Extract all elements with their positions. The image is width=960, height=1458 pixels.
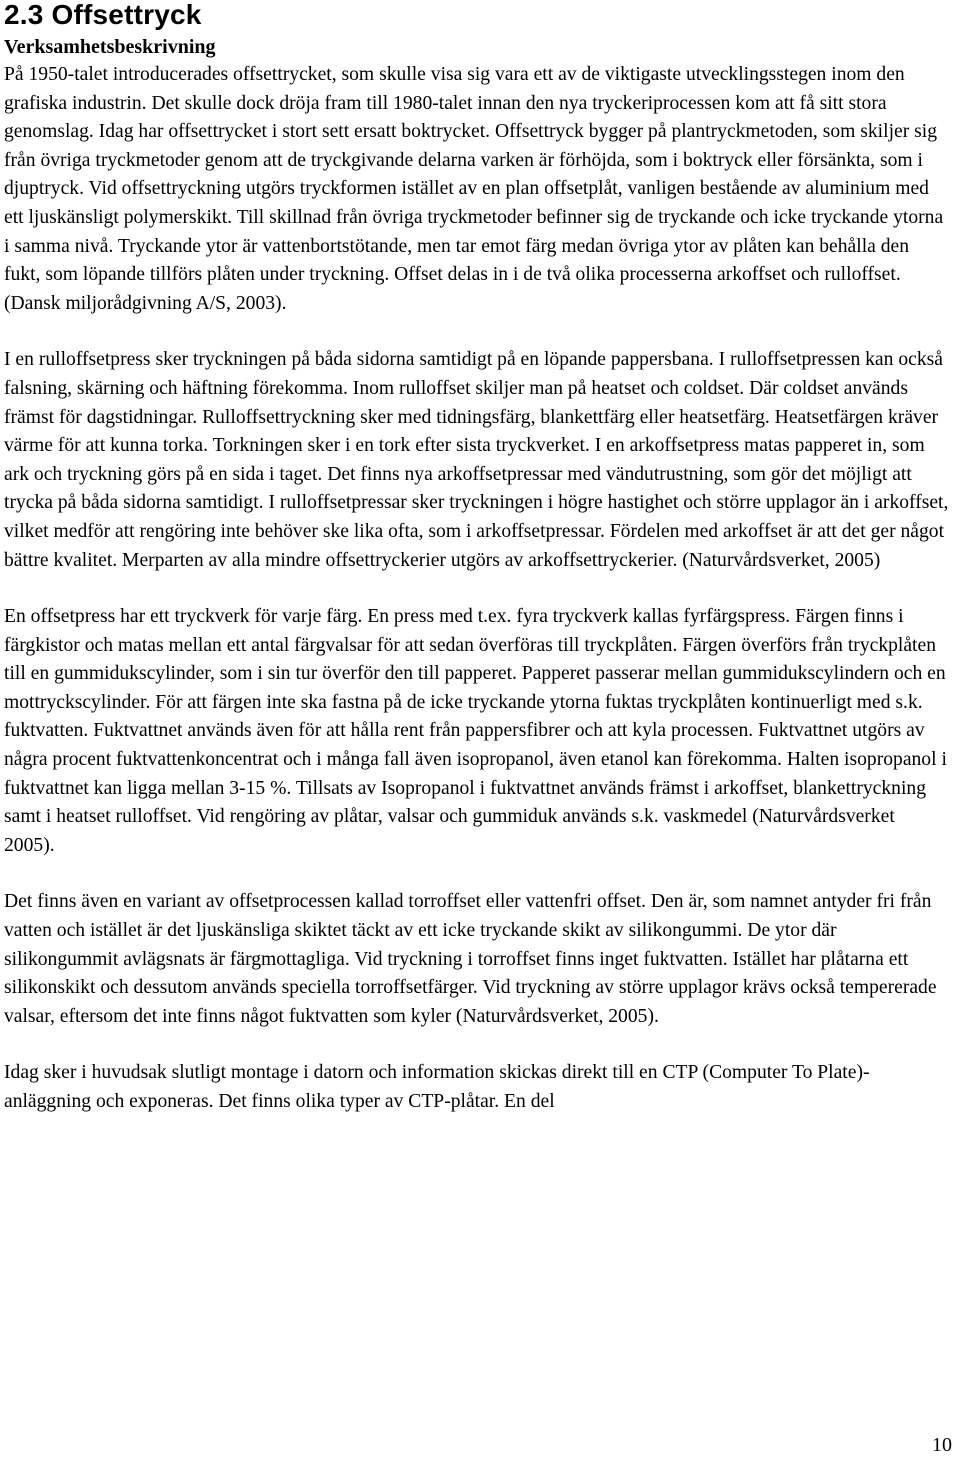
section-subheading: Verksamhetsbeskrivning bbox=[4, 36, 216, 58]
page-number: 10 bbox=[932, 1434, 952, 1456]
paragraph-3: En offsetpress har ett tryckverk för varje färg. En press med t.ex. fyra tryckverk kallas fyrfärgspress. Färgen finns i färgkistor och matas mellan ett antal färgvalsar för att sedan överföras till tryckplåten. Färgen överförs från tryckplåten till en gummidukscylinder, som i sin tur överför den till papperet. Papperet passerar mellan gummidukscylindern och en mottryckscylinder. För att färgen inte ska fastna på de icke tryckande ytorna fuktas tryckplåten kontinuerligt med s.k. fuktvatten. Fuktvattnet används även för att hålla rent från pappersfibrer och att kyla processen. Fuktvattnet utgörs av några procent fuktvattenkoncentrat och i många fall även isopropanol, även etanol kan förekomma. Halten isopropanol i fuktvattnet kan ligga mellan 3-15 %. Tillsats av Isopropanol i fuktvattnet används främst i arkoffset, blankettryckning samt i heatset rulloffset. Vid rengöring av plåtar, valsar och gummiduk används s.k. vaskmedel (Naturvårdsverket 2005). bbox=[4, 606, 947, 856]
paragraph-2: I en rulloffsetpress sker tryckningen på båda sidorna samtidigt på en löpande pappersbana. I rulloffsetpressen kan också falsning, skärning och häftning förekomma. Inom rulloffset skiljer man på heatset och coldset. Där coldset används främst för dagstidningar. Rulloffsettryckning sker med tidningsfärg, blankettfärg eller heatsetfärg. Heatsetfärgen kräver värme för att kunna torka. Torkningen sker i en tork efter sista tryckverket. I en arkoffsetpress matas papperet in, som ark och tryckning görs på en sida i taget. Det finns nya arkoffsetpressar med vändutrustning, som gör det möjligt att trycka på båda sidorna samtidigt. I rulloffsetpressar sker tryckningen i högre hastighet och större upplagor än i arkoffset, vilket medför att rengöring inte behöver ske lika ofta, som i arkoffsetpressar. Fördelen med arkoffset är att det ger något bättre kvalitet. Merparten av alla mindre offsettryckerier utgörs av arkoffsettryckerier. (Naturvårdsverket, 2005) bbox=[4, 349, 949, 571]
document-page bbox=[4, 0, 950, 1117]
paragraph-4: Det finns även en variant av offsetprocessen kallad torroffset eller vattenfri offset. Den är, som namnet antyder fri från vatten och istället är det ljuskänsliga skiktet täckt av ett icke tryckande skikt av silikongummi. De ytor där silikongummit avlägsnats är färgmottagliga. Vid tryckning i torroffset finns inget fuktvatten. Istället har plåtarna ett silikonskikt och dessutom används speciella torroffsetfärger. Vid tryckning av större upplagor krävs också tempererade valsar, eftersom det inte finns något fuktvatten som kyler (Naturvårdsverket, 2005). bbox=[4, 891, 937, 1027]
section-heading: 2.3 Offsettryck bbox=[4, 0, 202, 30]
paragraph-1: På 1950-talet introducerades offsettrycket, som skulle visa sig vara ett av de viktigaste utvecklingsstegen inom den grafiska industrin. Det skulle dock dröja fram till 1980-talet innan den nya tryckeriprocessen kom att få sitt stora genomslag. Idag har offsettrycket i stort sett ersatt boktrycket. Offsettryck bygger på plantryckmetoden, som skiljer sig från övriga tryckmetoder genom att de tryckgivande delarna varken är förhöjda, som i boktryck eller försänkta, som i djuptryck. Vid offsettryckning utgörs tryckformen istället av en plan offsetplåt, vanligen bestående av aluminium med ett ljuskänsligt polymerskikt. Till skillnad från övriga tryckmetoder befinner sig de tryckande och icke tryckande ytorna i samma nivå. Tryckande ytor är vattenbortstötande, men tar emot färg medan övriga ytor av plåten kan behålla den fukt, som löpande tillförs plåten under tryckning. Offset delas in i de två olika processerna arkoffset och rulloffset. (Dansk miljorådgivning A/S, 2003). bbox=[4, 64, 944, 314]
paragraph-5: Idag sker i huvudsak slutligt montage i datorn och information skickas direkt till en CTP (Computer To Plate)-anläggning och exponeras. Det finns olika typer av CTP-plåtar. En del bbox=[4, 1062, 870, 1112]
